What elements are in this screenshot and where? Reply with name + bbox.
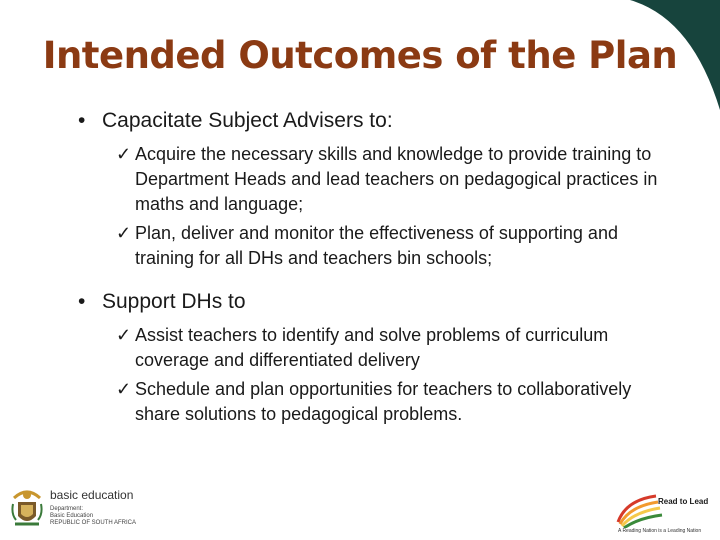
bullet-capacitate	[78, 106, 678, 136]
basic-education-text: basic education	[50, 488, 134, 502]
subitem-text: Schedule and plan opportunities for teachers to collaboratively share solutions to pedagogical problems.	[135, 379, 632, 424]
department-line-1: Department:	[50, 506, 84, 512]
subitem-plan	[78, 221, 678, 271]
read-to-lead-text: Read to Lead	[658, 497, 709, 506]
subitem-text: Assist teachers to identify and solve problems of curriculum coverage and differentiated delivery	[135, 325, 609, 370]
slide-content	[78, 106, 678, 427]
bullet-dot: •	[78, 109, 86, 132]
subitem-text: Plan, deliver and monitor the effectiveness of supporting and training for all DHs and teachers bin schools;	[135, 223, 618, 268]
checkmark-icon: ✓	[116, 379, 132, 399]
bullet-text: Support DHs to	[102, 290, 246, 313]
department-text	[50, 506, 136, 527]
subitem-assist	[78, 323, 678, 373]
basic-education-logo	[10, 484, 160, 540]
book-swoosh-icon	[612, 488, 664, 528]
checkmark-icon: ✓	[116, 223, 132, 243]
department-line-2: Basic Education	[50, 513, 94, 519]
checkmark-icon: ✓	[116, 144, 132, 164]
checkmark-icon: ✓	[116, 325, 132, 345]
bullet-text: Capacitate Subject Advisers to:	[102, 109, 393, 132]
slide-title: Intended Outcomes of the Plan	[42, 34, 678, 77]
subitem-text: Acquire the necessary skills and knowledge to provide training to Department Heads and lead teachers on pedagogical practices in maths and language;	[135, 144, 658, 214]
bullet-support	[78, 287, 678, 317]
coat-of-arms-icon	[10, 486, 44, 530]
subitem-acquire	[78, 142, 678, 217]
bullet-dot: •	[78, 290, 86, 313]
tagline-text: A Reading Nation is a Leading Nation	[618, 528, 702, 534]
read-to-lead-logo	[612, 488, 716, 538]
department-line-3: REPUBLIC OF SOUTH AFRICA	[50, 520, 137, 526]
subitem-schedule	[78, 377, 678, 427]
